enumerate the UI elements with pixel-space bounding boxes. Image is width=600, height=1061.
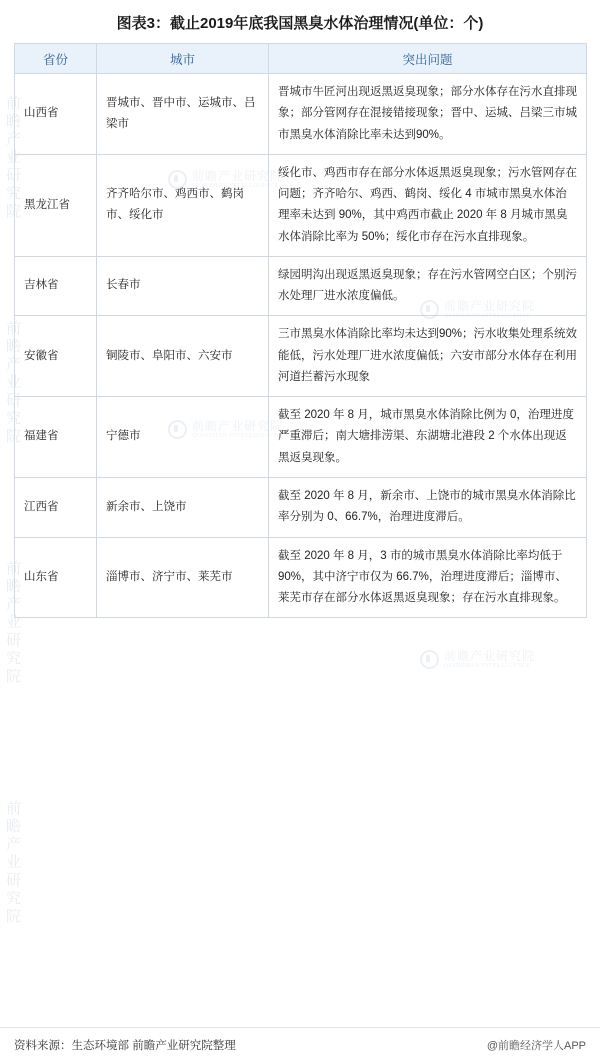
watermark-logo-subtext: QIANZHAN INTELLIGENCE xyxy=(444,313,531,320)
watermark-logo-text: 前瞻产业研究院 xyxy=(444,649,536,663)
table-body xyxy=(15,74,587,618)
cell-issue: 晋城市牛匠河出现返黑返臭现象；部分水体存在污水直排现象；部分管网存在混接错接现象；晋中、运城、吕梁三市城市黑臭水体消除比率未达到90%。 xyxy=(269,74,587,155)
column-header-issue: 突出问题 xyxy=(269,44,587,74)
cell-province: 吉林省 xyxy=(15,256,97,316)
table-row xyxy=(15,256,587,316)
cell-city: 长春市 xyxy=(97,256,269,316)
cell-issue: 截至 2020 年 8 月，城市黑臭水体消除比例为 0，治理进度严重滞后；南大塘排涝渠、东湖塘北港段 2 个水体出现返黑返臭现象。 xyxy=(269,397,587,478)
watermark-logo-text: 前瞻产业研究院 xyxy=(192,169,284,183)
table-row xyxy=(15,154,587,256)
table-row xyxy=(15,316,587,397)
watermark-logo-text: 前瞻产业研究院 xyxy=(192,419,284,433)
cell-issue: 截至 2020 年 8 月，3 市的城市黑臭水体消除比率均低于 90%，其中济宁市仅为 66.7%，治理进度滞后；淄博市、莱芜市存在部分水体返黑返臭现象；存在污水直排现象。 xyxy=(269,537,587,618)
table-row xyxy=(15,477,587,537)
cell-city: 晋城市、晋中市、运城市、吕梁市 xyxy=(97,74,269,155)
black-odorous-water-table xyxy=(14,43,587,618)
brand-circle-icon xyxy=(420,650,439,669)
watermark-vertical: 前瞻产业研究院 xyxy=(4,800,20,926)
column-header-city: 城市 xyxy=(97,44,269,74)
table-row xyxy=(15,537,587,618)
cell-province: 福建省 xyxy=(15,397,97,478)
cell-city: 宁德市 xyxy=(97,397,269,478)
watermark-vertical: 前瞻产业研究院 xyxy=(4,560,20,686)
watermark-vertical: 前瞻产业研究院 xyxy=(4,95,20,221)
cell-province: 山东省 xyxy=(15,537,97,618)
cell-province: 黑龙江省 xyxy=(15,154,97,256)
watermark-logo-subtext: QIANZHAN INTELLIGENCE xyxy=(444,663,531,670)
watermark-logo-subtext: QIANZHAN INTELLIGENCE xyxy=(192,183,279,190)
cell-province: 江西省 xyxy=(15,477,97,537)
cell-issue: 绿园明沟出现返黑返臭现象；存在污水管网空白区；个别污水处理厂进水浓度偏低。 xyxy=(269,256,587,316)
cell-province: 安徽省 xyxy=(15,316,97,397)
table-header-row xyxy=(15,44,587,74)
cell-city: 新余市、上饶市 xyxy=(97,477,269,537)
cell-city: 铜陵市、阜阳市、六安市 xyxy=(97,316,269,397)
column-header-province: 省份 xyxy=(15,44,97,74)
cell-issue: 截至 2020 年 8 月，新余市、上饶市的城市黑臭水体消除比率分别为 0、66.7%，治理进度滞后。 xyxy=(269,477,587,537)
watermark-logo-subtext: QIANZHAN INTELLIGENCE xyxy=(192,433,279,440)
table-row xyxy=(15,74,587,155)
page-title: 图表3：截止2019年底我国黑臭水体治理情况(单位：个) xyxy=(116,15,484,32)
cell-city: 齐齐哈尔市、鸡西市、鹤岗市、绥化市 xyxy=(97,154,269,256)
watermark-vertical: 前瞻产业研究院 xyxy=(4,320,20,446)
table-row xyxy=(15,397,587,478)
table-header xyxy=(15,44,587,74)
cell-province: 山西省 xyxy=(15,74,97,155)
source-note: 资料来源：生态环境部 前瞻产业研究院整理 xyxy=(14,1039,236,1052)
cell-issue: 绥化市、鸡西市存在部分水体返黑返臭现象；污水管网存在问题；齐齐哈尔、鸡西、鹤岗、绥化 4 市城市黑臭水体治理率未达到 90%，其中鸡西市截止 2020 年 8 月城市黑臭水体消除比率为 50%；绥化市存在污水直排现象。 xyxy=(269,154,587,256)
footer xyxy=(0,1027,600,1061)
watermark-logo xyxy=(420,650,535,670)
cell-issue: 三市黑臭水体消除比率均未达到90%；污水收集处理系统效能低，污水处理厂进水浓度偏低；六安市部分水体存在利用河道拦蓄污水现象 xyxy=(269,316,587,397)
watermark-logo-text: 前瞻产业研究院 xyxy=(444,299,536,313)
cell-city: 淄博市、济宁市、莱芜市 xyxy=(97,537,269,618)
table-container xyxy=(14,43,586,618)
credit-note: @前瞻经济学人APP xyxy=(486,1039,586,1052)
